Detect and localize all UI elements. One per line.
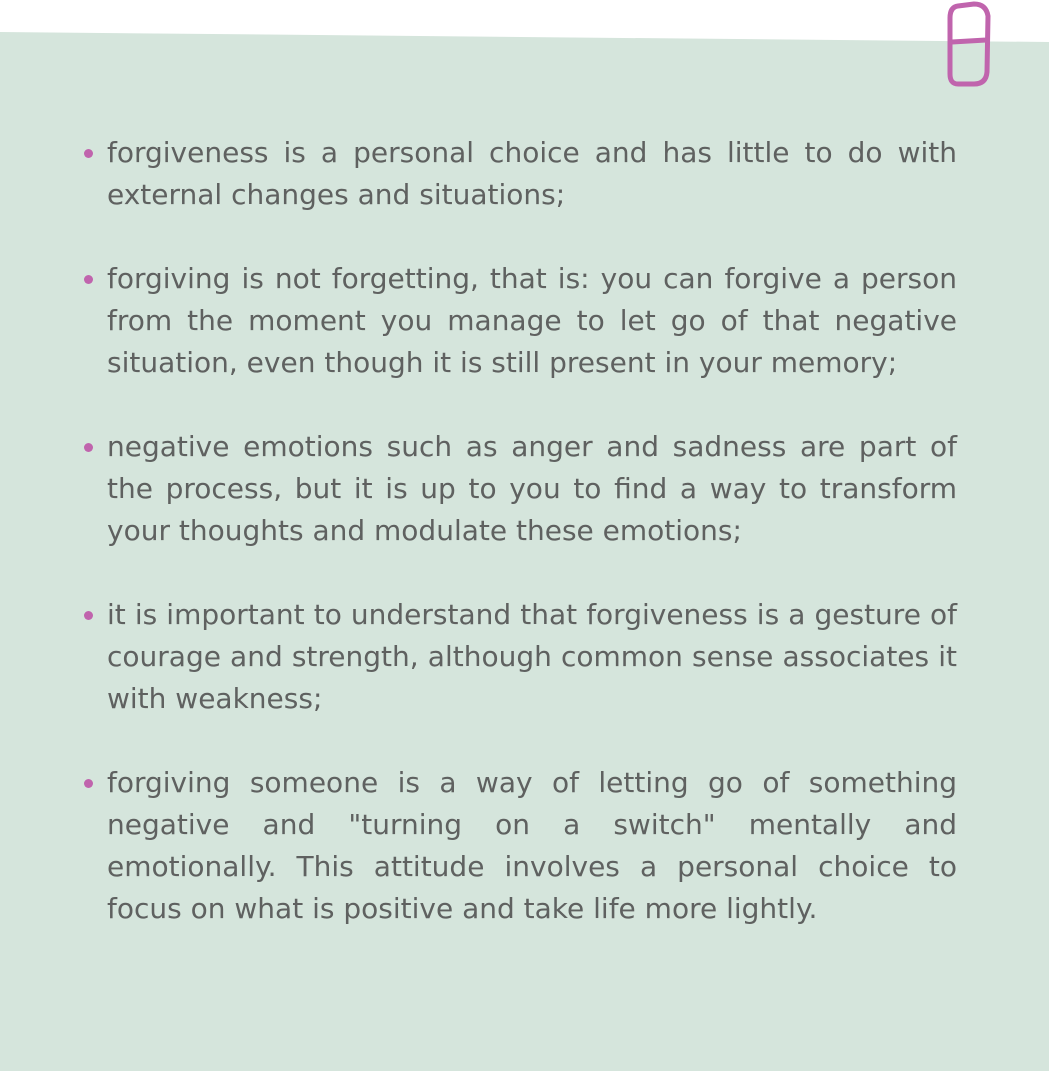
bullet-dot <box>84 149 93 158</box>
bullet-dot <box>84 275 93 284</box>
list-item <box>84 132 957 216</box>
bullet-dot <box>84 443 93 452</box>
bullet-text: negative emotions such as anger and sadness are part of the process, but it is up to you to find a way to transform your thoughts and modulate these emotions; <box>107 430 957 547</box>
list-item <box>84 594 957 720</box>
list-item <box>84 762 957 930</box>
list-item <box>84 258 957 384</box>
bullet-dot <box>84 611 93 620</box>
bullet-text: forgiveness is a personal choice and has little to do with external changes and situations; <box>107 136 957 211</box>
paper-clip-icon <box>944 0 994 92</box>
bullet-text: it is important to understand that forgiveness is a gesture of courage and strength, although common sense associates it with weakness; <box>107 598 957 715</box>
list-item <box>84 426 957 552</box>
bullet-text: forgiving is not forgetting, that is: you can forgive a person from the moment you manage to let go of that negative situation, even though it is still present in your memory; <box>107 262 957 379</box>
bullet-text: forgiving someone is a way of letting go of something negative and "turning on a switch" mentally and emotionally. This attitude involves a personal choice to focus on what is positive and take life more lightly. <box>107 766 957 925</box>
bullet-dot <box>84 779 93 788</box>
bullet-list <box>84 132 957 972</box>
